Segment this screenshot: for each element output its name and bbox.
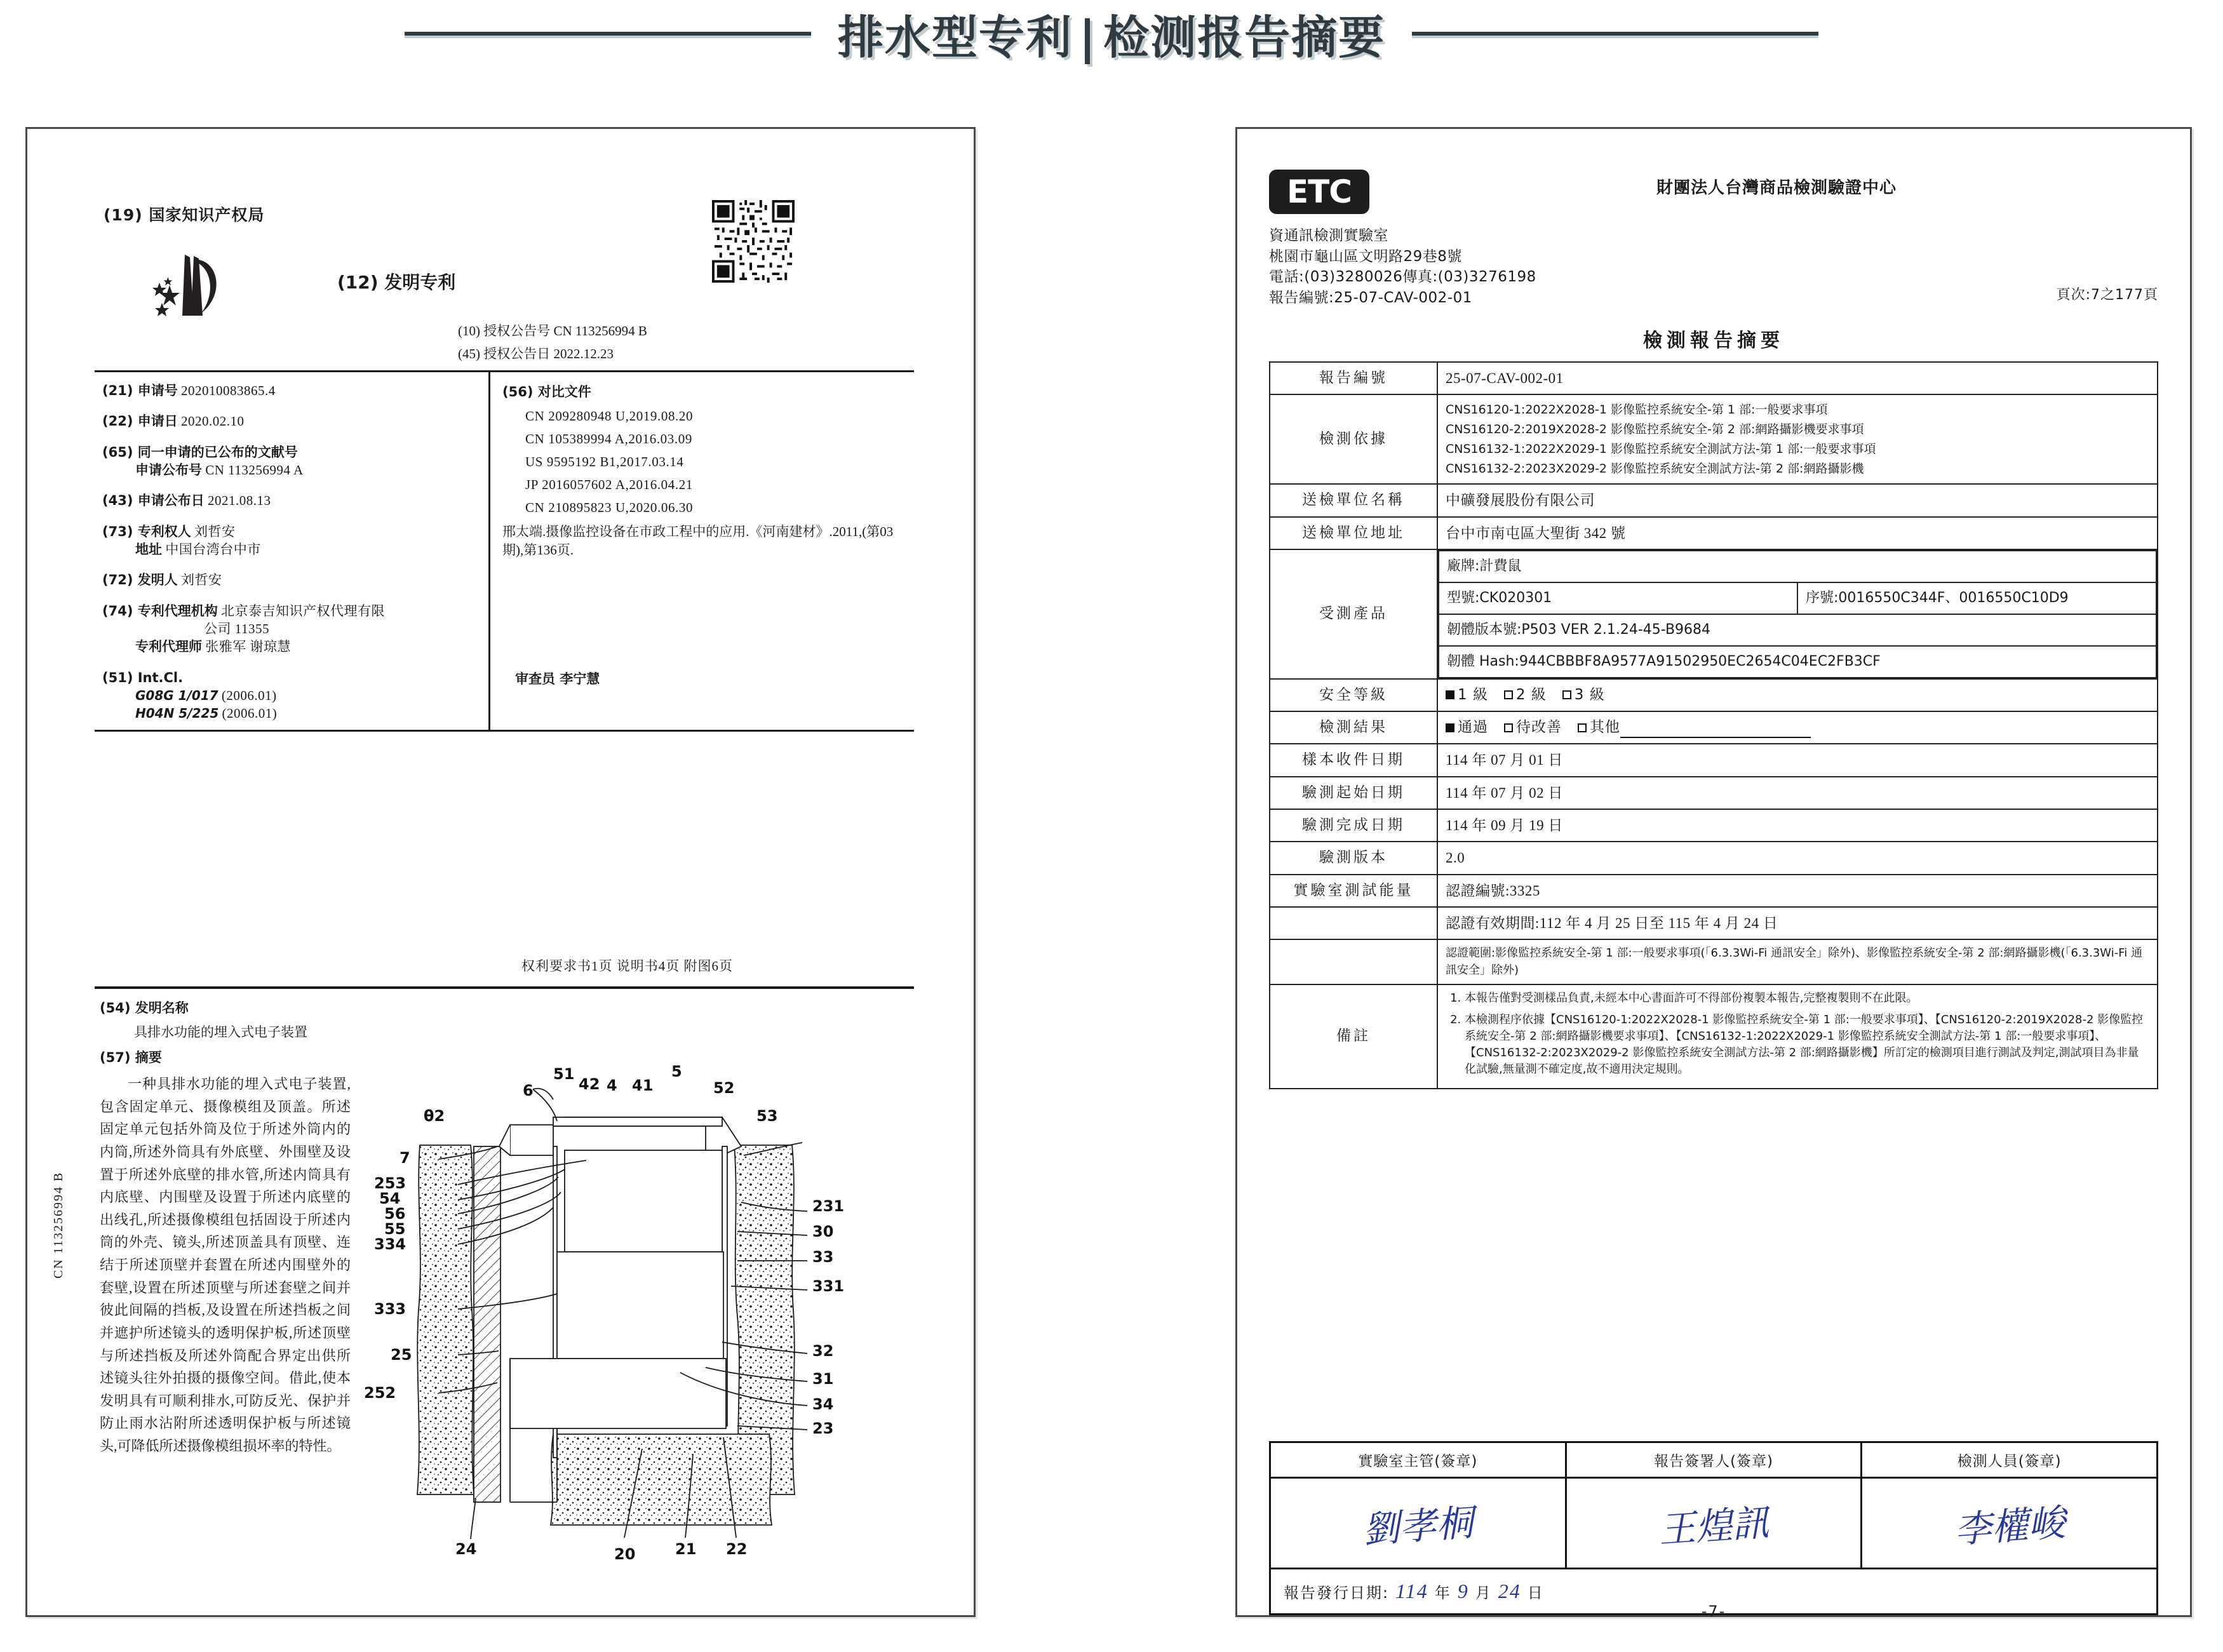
banner-rule-right <box>1412 32 1818 36</box>
intcl-entry <box>102 704 483 722</box>
intcl-code: H04N 5/225 <box>135 706 219 722</box>
intcl-edition: (2006.01) <box>222 706 278 722</box>
cnipa-emblem-icon <box>140 250 236 326</box>
signature-header-row <box>1270 1442 2158 1478</box>
test-report-page <box>1235 127 2192 1620</box>
table-row-submitter-address <box>1270 517 2158 549</box>
svg-text:252: 252 <box>364 1384 396 1402</box>
table-row-product <box>1270 549 2158 679</box>
reference-item: CN 210895823 U,2020.06.30 <box>525 500 694 515</box>
report-content <box>1263 154 2165 1620</box>
safety-option-label: 1 級 <box>1458 686 1488 703</box>
svg-text:53: 53 <box>756 1107 778 1125</box>
grant-publication-number <box>458 321 647 340</box>
reference-item: US 9595192 B1,2017.03.14 <box>525 454 684 469</box>
table-row-accreditation-scope <box>1270 939 2158 984</box>
product-hash: 韌體 Hash:944CBBBF8A9577A91502950EC2654C04EC2FB3CF <box>1439 646 2156 678</box>
table-row-test-start <box>1270 777 2158 809</box>
row-value <box>1437 679 2158 711</box>
bib-value: 刘哲安 <box>194 523 236 539</box>
row-value: 114 年 09 月 19 日 <box>1437 809 2158 842</box>
bib-sublabel: 地址 <box>135 542 162 558</box>
row-label: 送檢單位地址 <box>1270 517 1437 549</box>
bib-label: (43) 申请公布日 <box>102 493 205 509</box>
intcl-code: G08G 1/017 <box>135 688 218 704</box>
handwritten-signature: 王煌訊 <box>1657 1501 1771 1551</box>
svg-text:253: 253 <box>374 1174 406 1192</box>
lab-info-block <box>1269 225 1536 309</box>
basis-line: CNS16120-2:2019X2028-2 影像監控系統安全-第 2 部:網路攝影機要求事項 <box>1446 422 1864 437</box>
row-value: 2.0 <box>1437 842 2158 874</box>
row-value: 中礦發展股份有限公司 <box>1437 484 2158 516</box>
signature-cell[interactable] <box>1566 1478 1862 1569</box>
remark-item: 2. 本檢測程序依據【CNS16120-1:2022X2028-1 影像監控系統安全-第 1 部:一般要求事項】、【CNS16120-2:2019X2028-2 影像監控系統安全-第 2 部:網路攝影機要求事項】、【CNS16132-1:2022X2029-1 影像監控系統安全測試方法-第 1 部:一般要求事項】、【CNS16132-2:2023X2029-2 影像監控系統安全測試方法-第 2 部:網路攝影機】所訂定的檢測項目進行測試及判定,測試項目為非量化試驗,無量測不確定度,故不適用決定規則。 <box>1465 1012 2149 1078</box>
svg-text:21: 21 <box>675 1540 697 1558</box>
page-count-line: 权利要求书1页 说明书4页 附图6页 <box>521 958 733 974</box>
svg-text:42: 42 <box>579 1075 600 1093</box>
invention-title-label: (54) 发明名称 <box>100 1000 189 1016</box>
bib-subline <box>102 638 483 655</box>
lab-address: 桃園市龜山區文明路29巷8號 <box>1269 248 1462 265</box>
bib-publication-date <box>102 492 483 509</box>
checkbox-unchecked-icon[interactable] <box>1504 723 1513 732</box>
bib-subline <box>102 541 483 558</box>
row-label-empty <box>1270 939 1437 984</box>
product-firmware: 韌體版本號:P503 VER 2.1.24-45-B9684 <box>1439 614 2156 646</box>
issue-day-unit: 日 <box>1527 1584 1544 1602</box>
grant-date-label: (45) 授权公告日 <box>458 346 551 361</box>
etc-logo-icon <box>1269 170 1369 214</box>
examiner-line <box>515 669 600 688</box>
non-patent-reference: 邢太端.摄像监控设备在市政工程中的应用.《河南建材》.2011,(第03期),第136页. <box>502 524 894 558</box>
safety-option-label: 3 級 <box>1574 686 1605 703</box>
svg-text:41: 41 <box>632 1077 654 1094</box>
issue-year-unit: 年 <box>1434 1584 1451 1602</box>
result-option-label: 通過 <box>1458 719 1488 735</box>
bib-prior-publication <box>102 443 483 480</box>
row-label: 驗測起始日期 <box>1270 777 1437 809</box>
grant-number-value: CN 113256994 B <box>553 323 647 339</box>
checkbox-checked-icon[interactable] <box>1446 723 1454 732</box>
report-footer-page-number: -7- <box>1701 1602 1726 1620</box>
checkbox-unchecked-icon[interactable] <box>1562 690 1571 699</box>
row-label: 檢測結果 <box>1270 711 1437 744</box>
bib-sublabel: 申请公布号 <box>135 462 202 478</box>
bib-value: 刘哲安 <box>180 572 222 588</box>
row-value: 認證有效期間:112 年 4 月 25 日至 115 年 4 月 24 日 <box>1437 907 2158 939</box>
examiner-label: 审查员 <box>515 671 555 687</box>
result-option-label: 其他 <box>1589 719 1620 735</box>
report-summary-table <box>1269 361 2158 1089</box>
bib-value: 2021.08.13 <box>207 493 271 509</box>
svg-text:54: 54 <box>379 1190 401 1207</box>
intcl-entry <box>102 687 483 704</box>
divider-top <box>95 370 914 372</box>
svg-text:4: 4 <box>607 1077 617 1094</box>
row-value: 25-07-CAV-002-01 <box>1437 362 2158 394</box>
bib-agency <box>102 602 483 656</box>
product-brand-row <box>1439 551 2156 582</box>
svg-text:33: 33 <box>812 1248 834 1266</box>
row-value: 認證範圍:影像監控系統安全-第 1 部:一般要求事項(「6.3.3Wi-Fi 通訊安全」除外)、影像監控系統安全-第 2 部:網路攝影機(「6.3.3Wi-Fi 通訊安全」除外) <box>1437 939 2158 984</box>
product-firmware-row <box>1439 614 2156 646</box>
examiner-name: 李宁慧 <box>560 671 600 687</box>
bib-intcl <box>102 669 483 723</box>
report-number-header: 報告編號:25-07-CAV-002-01 <box>1269 289 1472 306</box>
svg-text:52: 52 <box>713 1079 735 1097</box>
row-label: 報告編號 <box>1270 362 1437 394</box>
row-label: 驗測版本 <box>1270 842 1437 874</box>
table-row-test-version <box>1270 842 2158 874</box>
abstract-text: 一种具排水功能的埋入式电子装置,包含固定单元、摄像模组及顶盖。所述固定单元包括外筒及位于所述外筒内的内筒,所述外筒具有外底壁、外围壁及设置于所述外底壁的排水管,所述内筒具有内底壁、内围壁及设置于所述内底壁的出线孔,所述摄像模组包括固设于所述内筒的外壳、镜头,所述顶盖具有顶壁、连结于所述顶壁并套置在所述内围壁外的套壁,设置在所述顶壁与所述套壁之间并彼此间隔的挡板,及设置在所述挡板之间并遮护所述镜头的透明保护板,所述顶壁与所述挡板及所述外筒配合界定出供所述镜头往外拍摄的摄像空间。借此,使本发明具有可顺利排水,可防反光、保护并防止雨水沾附所述透明保护板与所述镜头,可降低所述摄像模组损坏率的特性。 <box>100 1076 351 1454</box>
abstract-label: (57) 摘要 <box>100 1050 162 1065</box>
bib-label: (74) 专利代理机构 <box>102 603 218 619</box>
intcl-edition: (2006.01) <box>221 688 277 704</box>
bib-subline <box>102 461 483 479</box>
table-row-basis <box>1270 394 2158 484</box>
patent-figure-drawing <box>363 1050 909 1571</box>
row-value: 114 年 07 月 02 日 <box>1437 777 2158 809</box>
bib-inventor <box>102 571 483 589</box>
row-value <box>1437 394 2158 484</box>
bib-value: 2020.02.10 <box>180 413 245 429</box>
product-brand: 廠牌:計費鼠 <box>1439 551 2156 582</box>
row-value: 114 年 07 月 01 日 <box>1437 744 2158 776</box>
product-model-serial-row <box>1439 582 2156 614</box>
row-value: 台中市南屯區大聖街 342 號 <box>1437 517 2158 549</box>
basis-line: CNS16132-1:2022X2029-1 影像監控系統安全測試方法-第 1 部:一般要求事項 <box>1446 441 1876 456</box>
checkbox-unchecked-icon[interactable] <box>1578 723 1587 732</box>
result-other-blank[interactable] <box>1620 724 1811 738</box>
bib-value: 202010083865.4 <box>180 383 276 398</box>
signature-header: 檢測人員(簽章) <box>1862 1442 2158 1478</box>
row-value <box>1437 711 2158 744</box>
divider-vertical <box>488 370 490 730</box>
bib-label: (72) 发明人 <box>102 572 178 588</box>
svg-text:333: 333 <box>374 1300 406 1318</box>
table-row-remarks <box>1270 984 2158 1089</box>
patent-references-column <box>502 382 909 560</box>
product-hash-row <box>1439 646 2156 678</box>
banner-separator: | <box>1078 11 1098 64</box>
svg-text:51: 51 <box>553 1065 575 1083</box>
bib-value: 北京泰吉知识产权代理有限 <box>220 603 385 619</box>
references-label: (56) 对比文件 <box>502 384 591 400</box>
grant-publication-date <box>458 344 614 363</box>
product-serial: 序號:0016550C344F、0016550C10D9 <box>1797 582 2156 614</box>
svg-text:5: 5 <box>671 1063 682 1080</box>
svg-text:231: 231 <box>812 1197 845 1215</box>
banner-rule-left <box>405 32 811 36</box>
row-label: 驗測完成日期 <box>1270 809 1437 842</box>
grant-number-label: (10) 授权公告号 <box>458 323 551 339</box>
grant-date-value: 2022.12.23 <box>553 346 614 361</box>
table-row-test-end <box>1270 809 2158 842</box>
table-row-result <box>1270 711 2158 744</box>
svg-text:34: 34 <box>812 1395 834 1413</box>
svg-text:25: 25 <box>391 1346 412 1364</box>
signature-header: 實驗室主管(簽章) <box>1270 1442 1566 1478</box>
svg-text:32: 32 <box>812 1342 834 1360</box>
product-model: 型號:CK020301 <box>1439 582 1797 614</box>
table-row-sample-received <box>1270 744 2158 776</box>
row-label: 送檢單位名稱 <box>1270 484 1437 516</box>
bib-application-number <box>102 382 483 400</box>
table-row-accreditation-period <box>1270 907 2158 939</box>
table-row-submitter-name <box>1270 484 2158 516</box>
table-row-lab-capacity <box>1270 875 2158 907</box>
patent-document-page <box>25 127 976 1617</box>
patent-content <box>51 161 928 1583</box>
svg-text:7: 7 <box>400 1149 410 1167</box>
signature-cell[interactable] <box>1862 1478 2158 1569</box>
banner-title-left: 排水型专利 <box>837 11 1073 64</box>
bib-subvalue: CN 113256994 A <box>205 462 304 478</box>
svg-text:6: 6 <box>523 1082 534 1099</box>
bib-label: (65) 同一申请的已公布的文献号 <box>102 444 298 460</box>
remark-item: 1. 本報告僅對受測樣品負責,未經本中心書面許可不得部份複製本報告,完整複製則不在此限。 <box>1465 990 2149 1007</box>
issue-month-unit: 月 <box>1475 1584 1492 1602</box>
row-label: 檢測依據 <box>1270 394 1437 484</box>
intcl-label: (51) Int.Cl. <box>102 669 184 685</box>
reference-item: CN 105389994 A,2016.03.09 <box>525 431 692 447</box>
report-document-title: 檢測報告摘要 <box>1643 330 1784 352</box>
svg-text:24: 24 <box>455 1540 477 1558</box>
svg-text:334: 334 <box>374 1235 406 1253</box>
row-label: 備註 <box>1270 984 1437 1089</box>
qr-code-icon <box>712 200 795 283</box>
row-value <box>1437 984 2158 1089</box>
divider-abstract <box>95 986 914 989</box>
handwritten-signature: 劉孝桐 <box>1361 1501 1475 1551</box>
basis-line: CNS16132-2:2023X2029-2 影像監控系統安全測試方法-第 2 部:網路攝影機 <box>1446 461 1864 476</box>
signature-cell[interactable] <box>1270 1478 1566 1569</box>
lab-contact: 電話:(03)3280026傳真:(03)3276198 <box>1269 269 1536 286</box>
svg-text:31: 31 <box>812 1370 834 1388</box>
banner-title-right: 检测报告摘要 <box>1103 11 1386 64</box>
row-value <box>1437 549 2158 679</box>
table-row-report-no <box>1270 362 2158 394</box>
signature-table <box>1269 1441 2158 1615</box>
page-indicator: 頁次:7之177頁 <box>2056 287 2158 303</box>
row-label: 受測產品 <box>1270 549 1437 679</box>
bib-subvalue: 张雅军 谢琼慧 <box>205 639 291 655</box>
lab-name: 資通訊檢測實驗室 <box>1269 227 1388 244</box>
svg-text:23: 23 <box>812 1420 834 1437</box>
patent-kind-title: (12) 发明专利 <box>337 272 456 293</box>
svg-text:20: 20 <box>614 1545 636 1563</box>
bib-label: (21) 申请号 <box>102 383 178 398</box>
patent-bibliographic-column <box>102 382 483 735</box>
row-label: 安全等級 <box>1270 679 1437 711</box>
safety-option-label: 2 級 <box>1515 686 1547 703</box>
bib-label: (73) 专利权人 <box>102 523 191 539</box>
issue-month-value[interactable]: 9 <box>1457 1580 1469 1602</box>
product-detail-table <box>1438 550 2157 678</box>
certification-center-name: 財團法人台灣商品檢測驗證中心 <box>1656 178 1897 198</box>
row-label: 樣本收件日期 <box>1270 744 1437 776</box>
bib-subvalue: 中国台湾台中市 <box>165 542 261 558</box>
table-row-safety-level <box>1270 679 2158 711</box>
reference-item: CN 209280948 U,2019.08.20 <box>525 408 694 424</box>
patent-side-code: CN 113256994 B <box>51 1171 65 1279</box>
signature-header: 報告簽署人(簽章) <box>1566 1442 1862 1478</box>
checkbox-checked-icon[interactable] <box>1446 690 1454 699</box>
checkbox-unchecked-icon[interactable] <box>1504 690 1513 699</box>
etc-logo-text: ETC <box>1287 173 1352 210</box>
reference-item: JP 2016057602 A,2016.04.21 <box>525 477 693 492</box>
bib-label: (22) 申请日 <box>102 413 178 429</box>
patent-office-name: (19) 国家知识产权局 <box>104 206 265 224</box>
invention-title: 具排水功能的埋入式电子装置 <box>134 1024 307 1040</box>
page-banner <box>0 0 2223 67</box>
banner-title <box>838 1 1385 67</box>
basis-line: CNS16120-1:2022X2028-1 影像監控系統安全-第 1 部:一般要求事項 <box>1446 403 1828 417</box>
issue-year-value[interactable]: 114 <box>1395 1580 1428 1602</box>
bib-patentee <box>102 523 483 559</box>
row-label: 實驗室測試能量 <box>1270 875 1437 907</box>
svg-text:55: 55 <box>384 1220 406 1238</box>
svg-text:θ2: θ2 <box>424 1107 445 1125</box>
svg-text:22: 22 <box>726 1540 748 1558</box>
bib-application-date <box>102 412 483 430</box>
row-label-empty <box>1270 907 1437 939</box>
svg-text:56: 56 <box>384 1205 406 1223</box>
svg-text:30: 30 <box>812 1223 834 1240</box>
signature-row <box>1270 1478 2158 1569</box>
row-value: 認證編號:3325 <box>1437 875 2158 907</box>
bib-sublabel: 专利代理师 <box>135 639 202 655</box>
handwritten-signature: 李權峻 <box>1952 1501 2067 1551</box>
result-option-label: 待改善 <box>1515 719 1562 735</box>
svg-text:331: 331 <box>812 1277 845 1295</box>
issue-day-value[interactable]: 24 <box>1498 1580 1521 1602</box>
bib-agency-continuation: 公司 11355 <box>204 621 269 637</box>
issue-date-label: 報告發行日期: <box>1284 1584 1390 1602</box>
